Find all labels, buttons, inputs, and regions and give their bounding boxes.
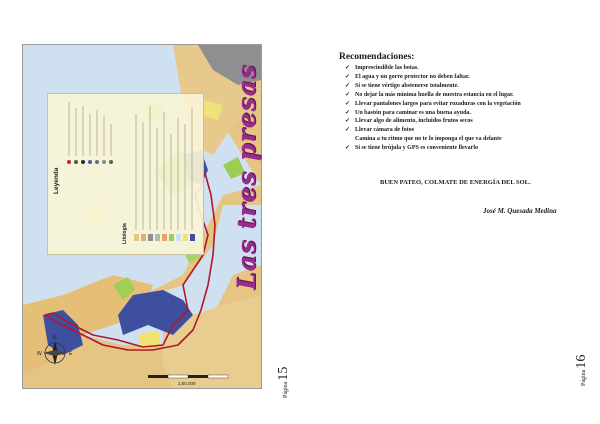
closing-line: BUEN PATEO, COLMATE DE ENERGÍA DEL SOL. — [380, 179, 531, 186]
list-item: ✓ Llevar algo de alimento, incluidos frutos secos — [345, 118, 473, 125]
legend-symbols — [67, 160, 113, 164]
check-icon: ✓ — [345, 82, 351, 89]
svg-text:N: N — [53, 335, 57, 341]
page-number: 16 — [574, 354, 589, 369]
check-icon: ✓ — [345, 145, 351, 152]
list-item: ✓ No dejar la más mínima huella de nuestra estancia en el lugar. — [345, 91, 514, 98]
check-icon: ✓ — [345, 65, 351, 71]
check-icon: ✓ — [345, 127, 351, 134]
list-item: ✓ Si se tiene brújula y GPS es conveniente llevarlo — [345, 145, 478, 152]
check-icon: ✓ — [345, 91, 351, 98]
list-item: ✓ Llevar cámara de fotos — [345, 127, 415, 134]
legend-subtitle: Litología — [122, 223, 128, 244]
map-title: Las tres presas — [232, 64, 261, 290]
svg-text:E: E — [69, 351, 73, 357]
check-icon: ✓ — [345, 118, 351, 125]
legend-swatch-text — [136, 106, 192, 230]
route-map — [22, 44, 262, 389]
list-item: ✓ Llevar pantalones largos para evitar rozaduras con la vegetación — [345, 100, 521, 107]
check-icon: ✓ — [345, 100, 351, 107]
map-legend — [47, 93, 204, 255]
svg-text:W: W — [37, 351, 42, 357]
list-item: ✓ Imprescindible las botas. — [345, 65, 419, 71]
page-label: Página — [581, 369, 587, 386]
legend-text-lines — [69, 102, 111, 156]
recommendations-title: Recomendaciones: — [339, 52, 415, 62]
author-signature: José M. Quesada Medina — [483, 207, 557, 215]
page-number-right — [574, 355, 590, 386]
legend-swatches — [134, 234, 195, 241]
list-item: ✓ El agua y un gorro protector no deben faltar. — [345, 73, 470, 80]
page-number: 15 — [276, 366, 291, 381]
legend-title: Leyenda — [53, 167, 60, 194]
list-note: Camina a tu ritmo que no te lo imponga el que va delante — [355, 136, 502, 143]
check-icon: ✓ — [345, 109, 351, 116]
scale-label: 1:50.000 — [178, 381, 196, 386]
legend-canvas — [48, 94, 203, 254]
check-icon: ✓ — [345, 73, 351, 80]
page-label: Página — [283, 381, 289, 398]
page-number-left — [276, 367, 292, 398]
recommendations-list — [345, 64, 521, 153]
list-item: ✓ Un bastón para caminar es una buena ayuda. — [345, 109, 471, 116]
list-item: ✓ Si se tiene vértigo abstenerse totalmente. — [345, 82, 459, 89]
